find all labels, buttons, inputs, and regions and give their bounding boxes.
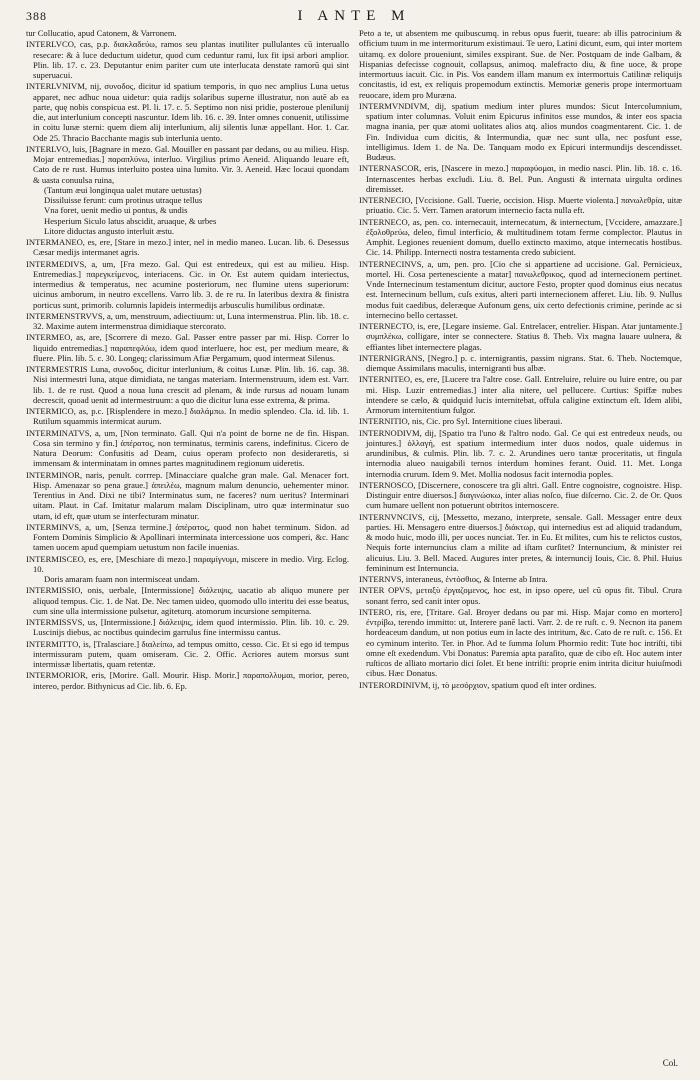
verse-line: Hesperium Siculo latus abscidit, aruaque, & urbes [44,215,217,226]
page-number: 388 [26,9,47,23]
dictionary-entry: INTERMINATVS, a, um, [Non terminato. Gall. Qui n'a point de borne ne de fin. Hispan. Cosa sin termino y fin.] ἀπέρατος, non terminatus, terminis carens, indefinitus. Cicero de Natura Deorum: Confusitis ad Deam, cuius operam profecto non desideraretis, si immensam & interminatam in omnes partes magnitudinem regionum uideretis. [26,427,349,469]
dictionary-entry: INTERMISSVS, us, [Intermissione.] διάλειψις, idem quod intermissio. Plin. lib. 10. c. 29. Luscinijs diebus, ac noctibus quindecim garrulus fine intermissu cantus. [26,617,349,638]
dictionary-entry: INTERLVO, luis, [Bagnare in mezo. Gal. Mouiller en passant par dedans, ou au milieu. Hisp. Mojar entremedias.] παραπλύνω, interluo. Virgilius primo Aeneid. Aliquando leuare eft, Cato de re rust. Humus interluito postea uina lumito. Vir. 3. Aeneid. Hæc locaui quondam & uasta conuulsa ruina, [26,143,349,185]
dictionary-entry: INTERMESTRIS Luna, συνοδος, dicitur interlunium, & coitus Lunæ. Plin. lib. 16. cap. 38. Nisi intermestri luna, atque dimidiata, ne tangas materiam. Intermenstruum, idem est. Varr. lib. 1. de re rust. Quod a noua luna crescit ad plenam, & inde rursus ad nouam lunam decrescit, quoad uenit ad intermestruum: a quo die dicitur luna esse extrema, & prima. [26,364,349,405]
dictionary-entry: INTERNITIO, nis, Cic. pro Syl. Internitione ciues liberaui. [359,416,563,427]
dictionary-entry: INTERNODIVM, dij, [Spatio tra l'uno & l'altro nodo. Gal. Ce qui est entredeux neuds, ou jointures.] ὀλλαγή, est spatium intermedium inter duos nodos, quale uidemus in arundinibus, & culmis. Plin. lib. 7. c. 2. Arundines uero tantæ proceritatis, ut fingula internodia alueo nauigabili ternos interdum homines ferant. Ouid. 11. Met. Longa internodia crurum. Idem 9. Met. Mollia nodosus facit internodia poples. [359,427,682,479]
dictionary-entry: tur Collucatio, apud Catonem, & Varronem. [26,28,177,38]
left-column [26,28,349,1068]
dictionary-entry: INTERMITTO, is, [Tralasciare.] διαλείπω, ad tempus omitto, cesso. Cic. Et si ego id tempus intermissuram putem, quam omiseram. Cic. 2. Offic. Acriores autem morsus sunt intermissæ libertatis, quam retentæ. [26,638,349,669]
dictionary-entry: INTERMENSTRVVS, a, um, menstruum, adiectiuum: ut, Luna intermenstrua. Plin. lib. 18. c. 32. Maxime autem intermenstrua dimidiaque stercorato. [26,310,349,331]
dictionary-entry: INTERNVNCIVS, cij, [Messetto, mezano, interprete, sensale. Gall. Messager entre deux parties. Hi. Mensagero entre diuersos.] διάκτωρ, qui internedius est ad aliquid tradandum, & modo huic, modo illi, per uoces nunciat. Ter. in Eu. Et milites, cum his te relictos custos, Nequis forte internuncius clam a milite ad iſtam curſitet? Internuncium, & minister rei alicuius. Liu. 3. Bell. Maced. Augures inter pretes, & internuncij Iouis, Cic. 8. Phil. Huius femininum est Internuncia. [359,511,682,573]
verse-line: Doris amaram fuam non intermisceat undam. [44,574,200,584]
text-columns [26,28,682,1068]
dictionary-entry: INTERLVNIVM, nij, συνοδος, dicitur id spatium temporis, in quo nec amplius Luna uetus apparet, nec adhuc noua uidetur: quia radijs solaribus superne illustratur, non autē ab ea parte, quę nobis conspicua est. Pl. li. 17. c. 5. Septimo non nisi pridie, posteroue plenilunij die, aut interlunium concepti nascuntur. Idem lib. 16. c. 39. Inter omnes conuenit, utilissime in coitu lunæ sterni: quem diem alij interlunium, alij silentis lunæ appellant. Hor. 1. Car. Ode 25. Thracio Bacchante magis sub interlunia uento. [26,81,349,143]
dictionary-entry: INTERMISSIO, onis, uerbale, [Intermissione] διάλειψις, uacatio ab aliquo munere per aliquod tempus. Cic. 1. de Nat. De. Nec tamen uideo, quomodo ullo interitu dei esse beatus, cum sine ulla intermissione pulsetur, agiteturq. atomorum incursione sempiterna. [26,585,349,616]
dictionary-entry: INTERMINVS, a, um, [Senza termine.] ἀπέρατος, quod non habet terminum. Sidon. ad Fontem Dominis Simplicio & Apollinari interminata intercessione uos comperi, &c. Hanc tamen uocem apud quempiam uetustum non facile inuenias. [26,521,349,553]
dictionary-entry: INTERNOSCO, [Discernere, conoscere tra gli altri. Gall. Entre cognoistre, cognoistre. Hisp. Distinguir entre diuersos.] διαγινώσκω, inter alias noſco, fiue diſcerno. Cic. 2. de Or. Quos cum humare uellent non potuerunt obtritos internoscere. [359,479,682,511]
dictionary-entry: INTERMVNDIVM, dij, spatium medium inter plures mundos: Sicut Intercolumnium, spatium inter columnas. Voluit enim Epicurus infinitos esse mundos, & inter eos spacia magna inania, per quæ atomi uolitates alios atq. alios mundos coagmentarent. Cic. 1. de Fin. Individua cum dicitis, & Intermundia, quæ nec sunt ulla, nec posfunt esse, intelligimus. Idem 1. de Na. De. Tanquam modo ex Epicuri intermundijs descendisset. Budæus. [359,100,682,162]
catchword: Col. [662,1058,678,1068]
dictionary-entry: INTER OPVS, μεταξὺ ἐργαζομενος, hoc est, in ipso opere, uel cũ opus fit. Tibul. Crura sonant ferro, sed canit inter opus. [359,585,682,606]
dictionary-entry: INTERMICO, as, p.c. [Risplendere in mezo.] διαλάμπω. In medio splendeo. Cla. id. lib. 1. Rutilum squammis intermicat aurum. [26,406,349,427]
dictionary-entry: INTERNITEO, es, ere, [Lucere tra l'altre cose. Gall. Entreluire, reluire ou luire entre, ou par mi. Hisp. Luzir entremedias.] inter alia nitere, uel pellucere. Curtius: Spiffæ nubes intendere se cælo, & quidquid lucis internitebat, offula caligine extinctum eſt. Idem alibi, Armorum internitentium fulgor. [359,374,682,415]
dictionary-entry: INTERNECO, as, pen. co. internecauit, internecatum, & internectum, [Vccidere, amazzare.] ἐξολοθρεύω, deleo, fimul interficio, & multitudinem totam ferme complector. Plautus in Amphit. Legiones reuenient domum, duello extincto maximo, atque internecatis hostibus. Cic. 14. Philipp. Internecti nostra testamenta credo subicient. [359,216,682,258]
dictionary-entry: INTERMORIOR, eris, [Morire. Gall. Mourir. Hisp. Morir.] παραπολλυμαι, morior, pereo, intereo, perdor. Bithynicus ad Cic. lib. 6. Ep. [26,670,349,691]
dictionary-entry: INTERMEO, as, are, [Scorrere di mezo. Gal. Passer entre passer par mi. Hisp. Correr lo liquido entremedias.] παραπεφλύω, idem quod interluere, hoc est, per medium meare, & fluere. Plin. lib. 5. c. 30. Longeq; clarissimum Afiæ Pergamum, quod intermeat Silenus. [26,332,349,363]
page-header [26,8,682,28]
right-column [359,28,682,1068]
verse-line: Vna foret, uenit medio ui pontus, & undis [44,205,188,216]
dictionary-entry: INTERLVCO, cas, p.p. διακλαδεύω, ramos seu plantas inutiliter pullulantes cū interuallo resecare: & à luce deductum uidetur, quod cum ceduntur rami, lux fit ipsi arbori amplior. Plin. lib. 17. c. 23. Deputantur enim pariter cum ute interlucata denstate ramorū qui sint superuacui. [26,39,349,80]
dictionary-entry: INTERNVS, interaneus, ἐντόσθιος, & Interne ab Intra. [359,574,548,584]
dictionary-entry: INTERNECINVS, a, um, pen. pro. [Cio che si appartiene ad uccisione. Gal. Pernicieux, mortel. Hi. Cosa pertenesciente a matar] πανωλεθρικος, quod ad internecionem pertinet. Vnde Internecinum testamentum dicitur, auctore Festo, propter quod dominus eius necatus est. Internecinum bellum, cuſs exitus, alteri parti internecionem afferet. Liu. lib. 9. Nullus modus fuit caedibus, deleræque Aufonum gens, uix certo defectionis crimine, perinde ac si internecino bello certasset. [359,258,682,320]
dictionary-entry: INTERMINOR, naris, penult. corrrep. [Minacciare qualche gran male. Gal. Menacer fort. Hisp. Amenazar so pena graue.] ἀπειλέω, magnum malum denuncio, uehementer minor. Terentius in And. Dixi ne tibi? Interminatus sum, ne faceres? num ueritus? Interminari uitam. Plaut. in Caf. Imitatur malarum malam Disciplinam, utro quæ interminatur suo utam, id eft, quæ utum se interfecturam minatur. [26,469,349,521]
running-head: I ANTE M [297,8,411,24]
dictionary-entry: INTERMISCEO, es, ere, [Meschiare di mezo.] παραμίγνυμι, miscere in medio. Virg. Eclog. 10. [26,553,349,574]
dictionary-entry: Peto a te, ut absentem me quibuscumq. in rebus opus fuerit, tueare: ab illis patrocinium & officium tuum in me intermoriturum existimaui. Te uero, Latini dicunt, eum, qui inter mortem uitamq. ex dolore proueniunt, similes exspirant. Sue. de Ner. Postquam de inde Galbam, & Hispanias defecisse cognouit, collapsus, animoq. malefracto diu, & fine uoce, & prope intermortuus iacuit. Cic. in Pis. Vos eandem illam manum ex intermortuis Catilinæ reliquijs concitastis, id est, ex reliquis propemodum extinctis. Memoriæ generis prope intermortuam reuocare, idem pro Muræna. [359,28,682,100]
dictionary-entry: INTERNASCOR, eris, [Nascere in mezo.] παραφύομαι, in medio nasci. Plin. lib. 18. c. 16. Internascentes herbas excludi. Liu. 8. Bel. Pun. Angusti & internata uirgulta ordines diremisset. [359,163,682,194]
dictionary-entry: INTERORDINIVM, ij, τὸ μεσόρχιον, spatium quod eſt inter ordines. [359,679,597,690]
verse-line: (Tantum æui longinqua ualet mutare uetustas) [44,184,202,195]
verse-line: Dissiluisse ferunt: cum protinus utraque tellus [44,195,203,205]
dictionary-entry: INTERNECTO, is, ere, [Legare insieme. Gal. Entrelacer, entrelier. Hispan. Atar juntamente.] συμπλέκω, colligare, inter se connectere. Statius 8. Theb. Vix magna lauare uulnera, & effiantes libet internectere plagas. [359,321,682,352]
dictionary-entry: INTERMEDIVS, a, um, [Fra mezo. Gal. Qui est entredeux, qui est au milieu. Hisp. Entremedias.] παρεγκείμενος, interiacens. Cic. in Or. Est autem quidam interiectus, intermedius & temperatus, nec acumine posteriorum, nec flumine utens superiorum: uicinus amborum, in neutro excellens. Varro lib. 3. de re ru. In lateribus dextra & finistra porticus sunt, primorib. columnis lapideis intermedijs arbusculis humilibus ordinatæ. [26,258,349,310]
dictionary-entry: INTERNIGRANS, [Negro.] p. c. internigrantis, passim nigrans. Stat. 6. Theb. Noctemque, diemque Assimilans maculis, internigranti bus albæ. [359,352,682,373]
dictionary-entry: INTERMANEO, es, ere, [Stare in mezo.] inter, nel in medio maneo. Lucan. lib. 6. Desessus Cæsar medijs intermanet agris. [26,237,349,258]
verse-line: Litore diductas angusto interluit æstu. [44,225,175,236]
dictionary-entry: INTERNECIO, [Vccisione. Gall. Tuerie, occision. Hisp. Muerte violenta.] πανωλεθρία, uitæ priuatio. Cic. 5. Verr. Tamen aratorum internecio facta nulla eft. [359,195,682,216]
dictionary-entry: INTERO, ris, ere, [Tritare. Gal. Broyer dedans ou par mi. Hisp. Majar como en mortero] ἐντρίβω, terendo immitto: ut, Interere panē lacti. Varr. 2. de re ruſt. c. 9. Necnon ita panem hordeaceum dandum, ut non potius eum in lacte des intritum, &c. Cato de re ruſt. c. 156. Et eo cyminum interito. Ter. in Phor. Ad te ſumma ſolum Phormio redit: Tute hoc intriſti, tibi omne eſt exedendum. Vbi Donatus: Paremia apta paraſito, quæ de cibo eſt. Hoc autem inter ruſticos de alliato mortario dici ſolet. Et bene intriſti: proprie enim intrita dicitur huiuſmodi cibus. Hæc Donatus. [359,606,682,679]
